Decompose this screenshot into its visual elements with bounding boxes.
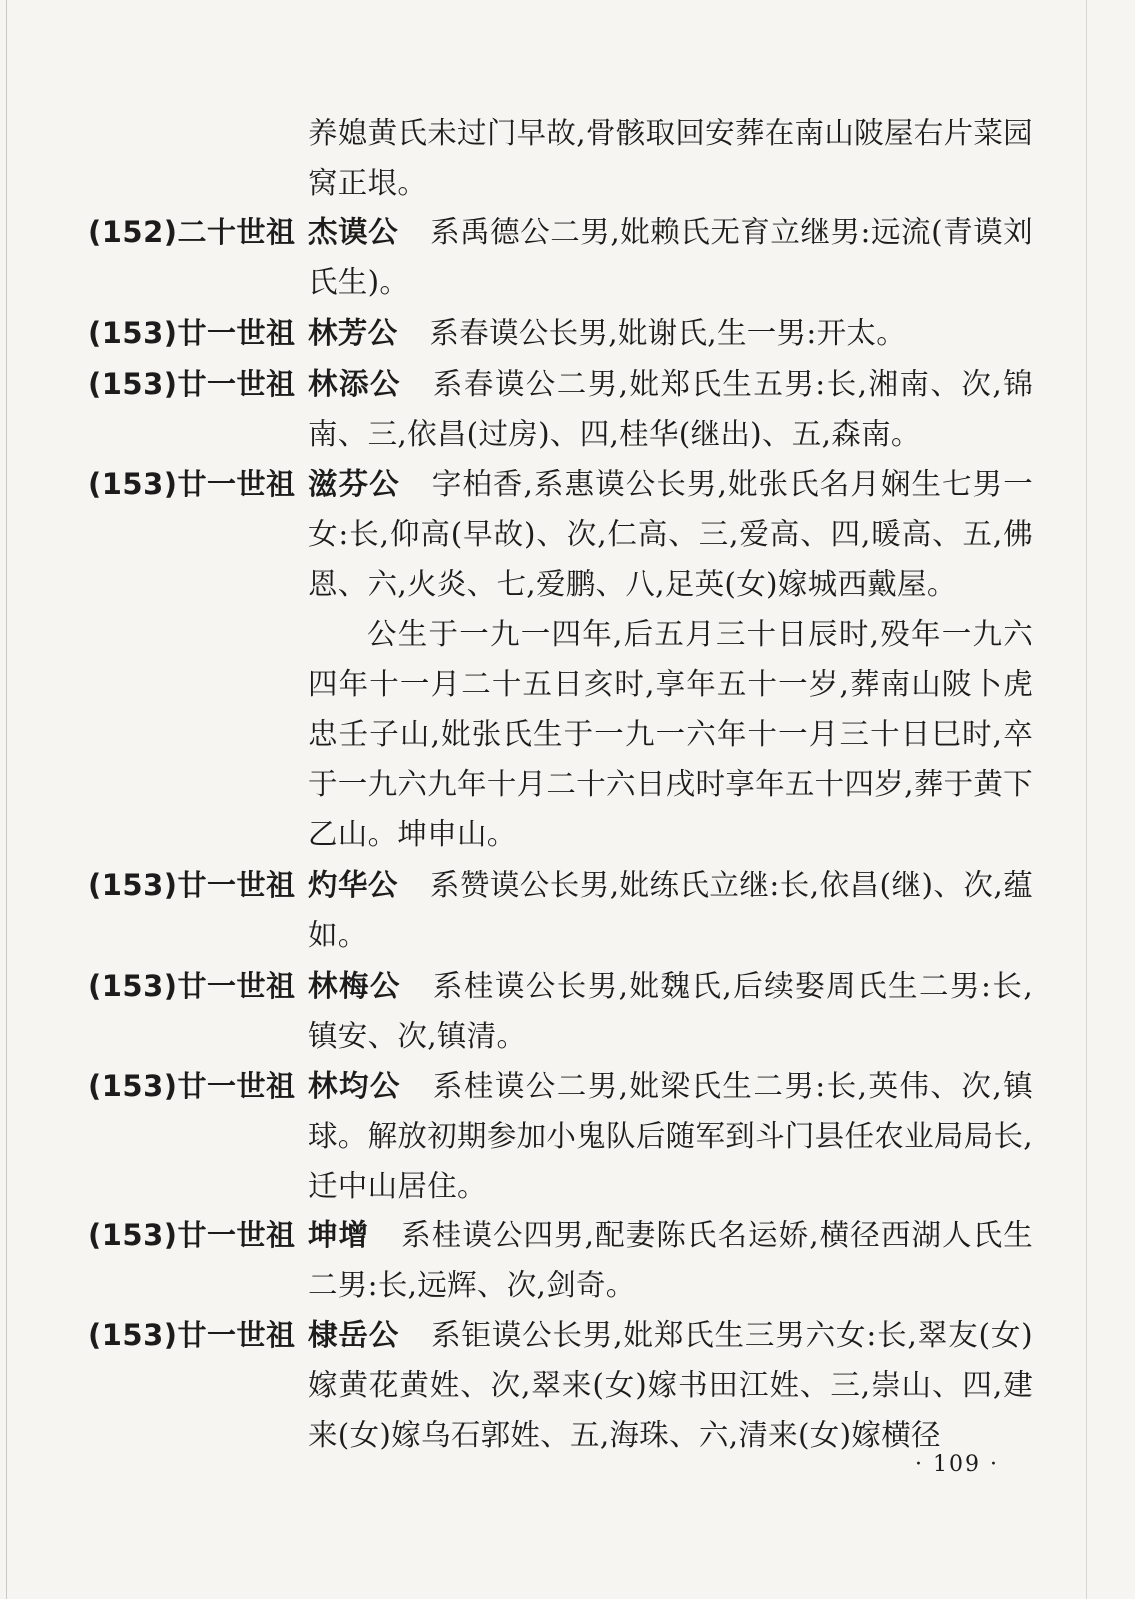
generation-label: (153)廿一世祖 xyxy=(88,467,296,501)
ancestor-name: 林芳公 xyxy=(308,316,398,350)
scan-edge-right xyxy=(1086,0,1087,1599)
generation-label: (153)廿一世祖 xyxy=(88,1069,296,1103)
page-number: · 109 · xyxy=(915,1452,999,1477)
entry-body xyxy=(308,308,1033,358)
generation-label: (153)廿一世祖 xyxy=(88,868,296,902)
ancestor-name: 林梅公 xyxy=(308,969,401,1003)
entry-text: 系禹德公二男,妣赖氏无育立继男:远流(青谟刘氏生)。 xyxy=(308,215,1033,299)
ancestor-name: 坤增 xyxy=(308,1218,370,1252)
ancestor-name: 灼华公 xyxy=(308,868,398,902)
entry-body xyxy=(308,1310,1033,1460)
generation-label: (153)廿一世祖 xyxy=(88,1318,296,1352)
ancestor-name: 棣岳公 xyxy=(308,1318,400,1352)
generation-label: (153)廿一世祖 xyxy=(88,367,296,401)
entry-body xyxy=(308,207,1033,307)
ancestor-name: 杰谟公 xyxy=(308,215,399,249)
ancestor-name: 林添公 xyxy=(308,367,401,401)
ancestor-name: 林均公 xyxy=(308,1069,401,1103)
entry-text: 系春谟公长男,妣谢氏,生一男:开太。 xyxy=(429,316,906,350)
continuation-text: 养媳黄氏未过门早故,骨骸取回安葬在南山陂屋右片菜园窝正垠。 xyxy=(308,116,1033,200)
generation-label: (153)廿一世祖 xyxy=(88,1218,296,1252)
entry-text: 系桂谟公四男,配妻陈氏名运娇,横径西湖人氏生二男:长,远辉、次,剑奇。 xyxy=(308,1218,1033,1302)
ancestor-name: 滋芬公 xyxy=(308,467,400,501)
entry-body xyxy=(308,860,1033,960)
generation-label: (152)二十世祖 xyxy=(88,215,296,249)
entry-text: 系赞谟公长男,妣练氏立继:长,依昌(继)、次,蕴如。 xyxy=(308,868,1033,952)
entry-note: 公生于一九一四年,后五月三十日辰时,殁年一九六四年十一月二十五日亥时,享年五十一岁,葬南山陂卜虎忠壬子山,妣张氏生于一九一六年十一月三十日巳时,卒于一九六九年十月二十六日戌时享年五十四岁,葬于黄下乙山。坤申山。 xyxy=(308,617,1033,851)
generation-label: (153)廿一世祖 xyxy=(88,316,296,350)
entry-text: 系桂谟公二男,妣梁氏生二男:长,英伟、次,镇球。解放初期参加小鬼队后随军到斗门县任农业局局长,迁中山居住。 xyxy=(308,1069,1033,1203)
generation-label: (153)廿一世祖 xyxy=(88,969,296,1003)
entry-text: 字柏香,系惠谟公长男,妣张氏名月娴生七男一女:长,仰高(早故)、次,仁高、三,爱高、四,暖高、五,佛恩、六,火炎、七,爱鹏、八,足英(女)嫁城西戴屋。 xyxy=(308,467,1033,601)
entry-text: 系春谟公二男,妣郑氏生五男:长,湘南、次,锦南、三,依昌(过房)、四,桂华(继出)、五,森南。 xyxy=(308,367,1033,451)
entry-body xyxy=(308,359,1033,459)
entry-text: 系桂谟公长男,妣魏氏,后续娶周氏生二男:长,镇安、次,镇清。 xyxy=(308,969,1033,1053)
scan-edge-left xyxy=(6,0,7,1599)
entry-body xyxy=(308,459,1033,609)
entry-body xyxy=(308,1210,1033,1310)
entry-body xyxy=(308,961,1033,1061)
entry-text: 系钜谟公长男,妣郑氏生三男六女:长,翠友(女)嫁黄花黄姓、次,翠来(女)嫁书田江姓、三,崇山、四,建来(女)嫁乌石郭姓、五,海珠、六,清来(女)嫁横径 xyxy=(308,1318,1033,1452)
entry-body xyxy=(308,1061,1033,1211)
